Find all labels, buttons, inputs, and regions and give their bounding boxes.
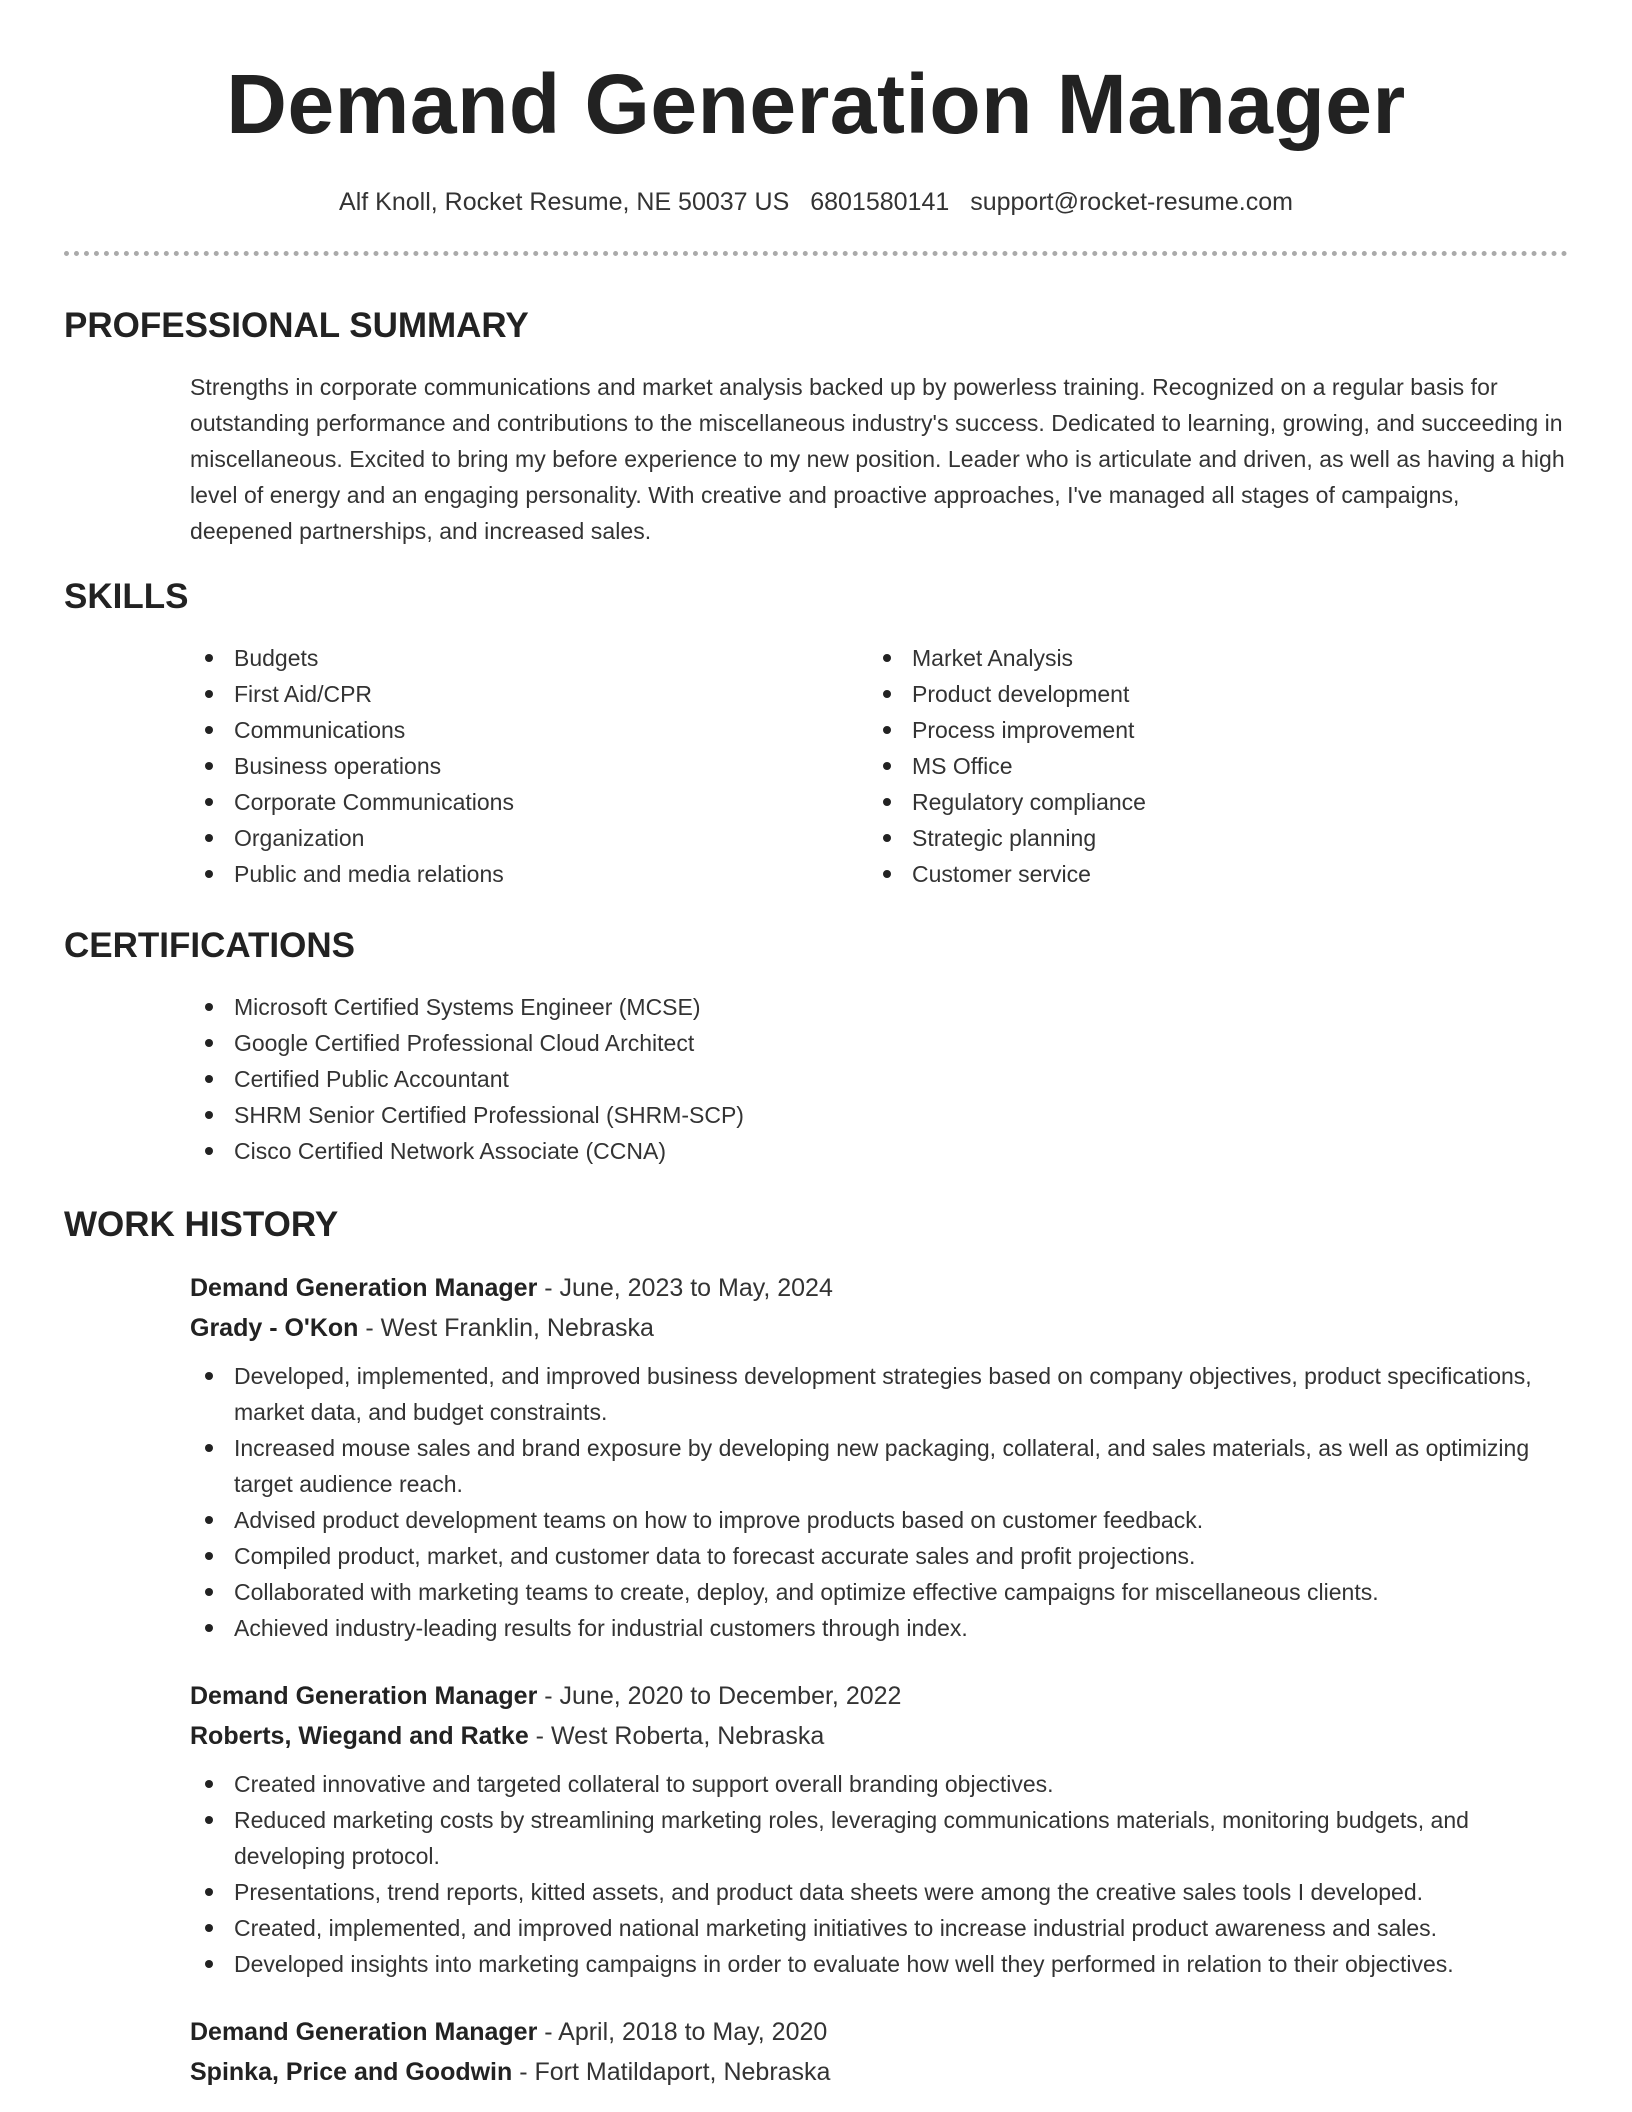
job-dates: - April, 2018 to May, 2020 — [537, 2018, 828, 2046]
job-company: Spinka, Price and Goodwin — [190, 2058, 513, 2086]
list-item: Reduced marketing costs by streamlining marketing roles, leveraging communications materials, monitoring budgets, and developing protocol. — [190, 1802, 1568, 1874]
contact-email: support@rocket-resume.com — [970, 188, 1293, 216]
header-divider — [64, 251, 1568, 256]
list-item: Developed insights into marketing campaigns in order to evaluate how well they performed in relation to their objectives. — [190, 1946, 1568, 1982]
job-location: - Fort Matildaport, Nebraska — [512, 2058, 831, 2086]
job-entry — [190, 2012, 1568, 2092]
list-item: Compiled product, market, and customer data to forecast accurate sales and profit projections. — [190, 1538, 1568, 1574]
list-item: Organization — [190, 820, 868, 856]
job-location: - West Franklin, Nebraska — [358, 1314, 654, 1342]
list-item: Presentations, trend reports, kitted assets, and product data sheets were among the creative sales tools I developed. — [190, 1874, 1568, 1910]
job-company: Roberts, Wiegand and Ratke — [190, 1722, 529, 1750]
contact-line — [64, 188, 1568, 217]
list-item: SHRM Senior Certified Professional (SHRM-SCP) — [190, 1097, 1568, 1133]
job-role-line — [190, 1676, 1568, 1716]
list-item: Increased mouse sales and brand exposure by developing new packaging, collateral, and sales materials, as well as optimizing target audience reach. — [190, 1430, 1568, 1502]
list-item: Advised product development teams on how to improve products based on customer feedback. — [190, 1502, 1568, 1538]
skills-column-right — [868, 640, 1146, 892]
list-item: Created, implemented, and improved national marketing initiatives to increase industrial product awareness and sales. — [190, 1910, 1568, 1946]
job-role: Demand Generation Manager — [190, 1274, 538, 1302]
list-item: Market Analysis — [868, 640, 1146, 676]
list-item: Public and media relations — [190, 856, 868, 892]
job-company-line — [190, 1716, 1568, 1756]
certifications-heading: CERTIFICATIONS — [64, 926, 356, 965]
job-entry — [190, 1268, 1568, 1646]
job-bullets — [190, 1358, 1568, 1646]
skills-list — [190, 640, 1568, 892]
job-role: Demand Generation Manager — [190, 2018, 538, 2046]
job-bullets — [190, 1766, 1568, 1982]
list-item: Microsoft Certified Systems Engineer (MCSE) — [190, 989, 1568, 1025]
list-item: Created innovative and targeted collateral to support overall branding objectives. — [190, 1766, 1568, 1802]
list-item: First Aid/CPR — [190, 676, 868, 712]
list-item: Google Certified Professional Cloud Architect — [190, 1025, 1568, 1061]
job-company-line — [190, 1308, 1568, 1348]
list-item: Customer service — [868, 856, 1146, 892]
skills-column-left — [190, 640, 868, 892]
resume-title: Demand Generation Manager — [226, 57, 1406, 151]
list-item: Regulatory compliance — [868, 784, 1146, 820]
summary-heading: PROFESSIONAL SUMMARY — [64, 306, 529, 345]
summary-text: Strengths in corporate communications and market analysis backed up by powerless training. Recognized on a regular basis for outstanding performance and contributions to the miscellaneous industry's success. Dedicated to learning, growing, and succeeding in miscellaneous. Excited to bring my before experience to my new position. Leader who is articulate and driven, as well as having a high level of energy and an engaging personality. With creative and proactive approaches, I've managed all stages of campaigns, deepened partnerships, and increased sales. — [190, 374, 1565, 544]
contact-address: Alf Knoll, Rocket Resume, NE 50037 US — [339, 188, 790, 216]
job-entry — [190, 1676, 1568, 1982]
job-role-line — [190, 2012, 1568, 2052]
list-item: Strategic planning — [868, 820, 1146, 856]
list-item: Certified Public Accountant — [190, 1061, 1568, 1097]
list-item: Business operations — [190, 748, 868, 784]
list-item: Communications — [190, 712, 868, 748]
job-location: - West Roberta, Nebraska — [528, 1722, 825, 1750]
list-item: Budgets — [190, 640, 868, 676]
list-item: Process improvement — [868, 712, 1146, 748]
work-history-heading: WORK HISTORY — [64, 1205, 339, 1244]
list-item: Collaborated with marketing teams to create, deploy, and optimize effective campaigns for miscellaneous clients. — [190, 1574, 1568, 1610]
job-dates: - June, 2023 to May, 2024 — [537, 1274, 833, 1302]
list-item: Cisco Certified Network Associate (CCNA) — [190, 1133, 1568, 1169]
list-item: Developed, implemented, and improved business development strategies based on company objectives, product specifications, market data, and budget constraints. — [190, 1358, 1568, 1430]
contact-phone: 6801580141 — [810, 188, 950, 216]
job-dates: - June, 2020 to December, 2022 — [537, 1682, 902, 1710]
job-role-line — [190, 1268, 1568, 1308]
job-company: Grady - O'Kon — [190, 1314, 359, 1342]
list-item: Achieved industry-leading results for industrial customers through index. — [190, 1610, 1568, 1646]
list-item: Corporate Communications — [190, 784, 868, 820]
list-item: Product development — [868, 676, 1146, 712]
certifications-list — [190, 989, 1568, 1169]
job-company-line — [190, 2052, 1568, 2092]
job-role: Demand Generation Manager — [190, 1682, 538, 1710]
list-item: MS Office — [868, 748, 1146, 784]
skills-heading: SKILLS — [64, 577, 189, 616]
